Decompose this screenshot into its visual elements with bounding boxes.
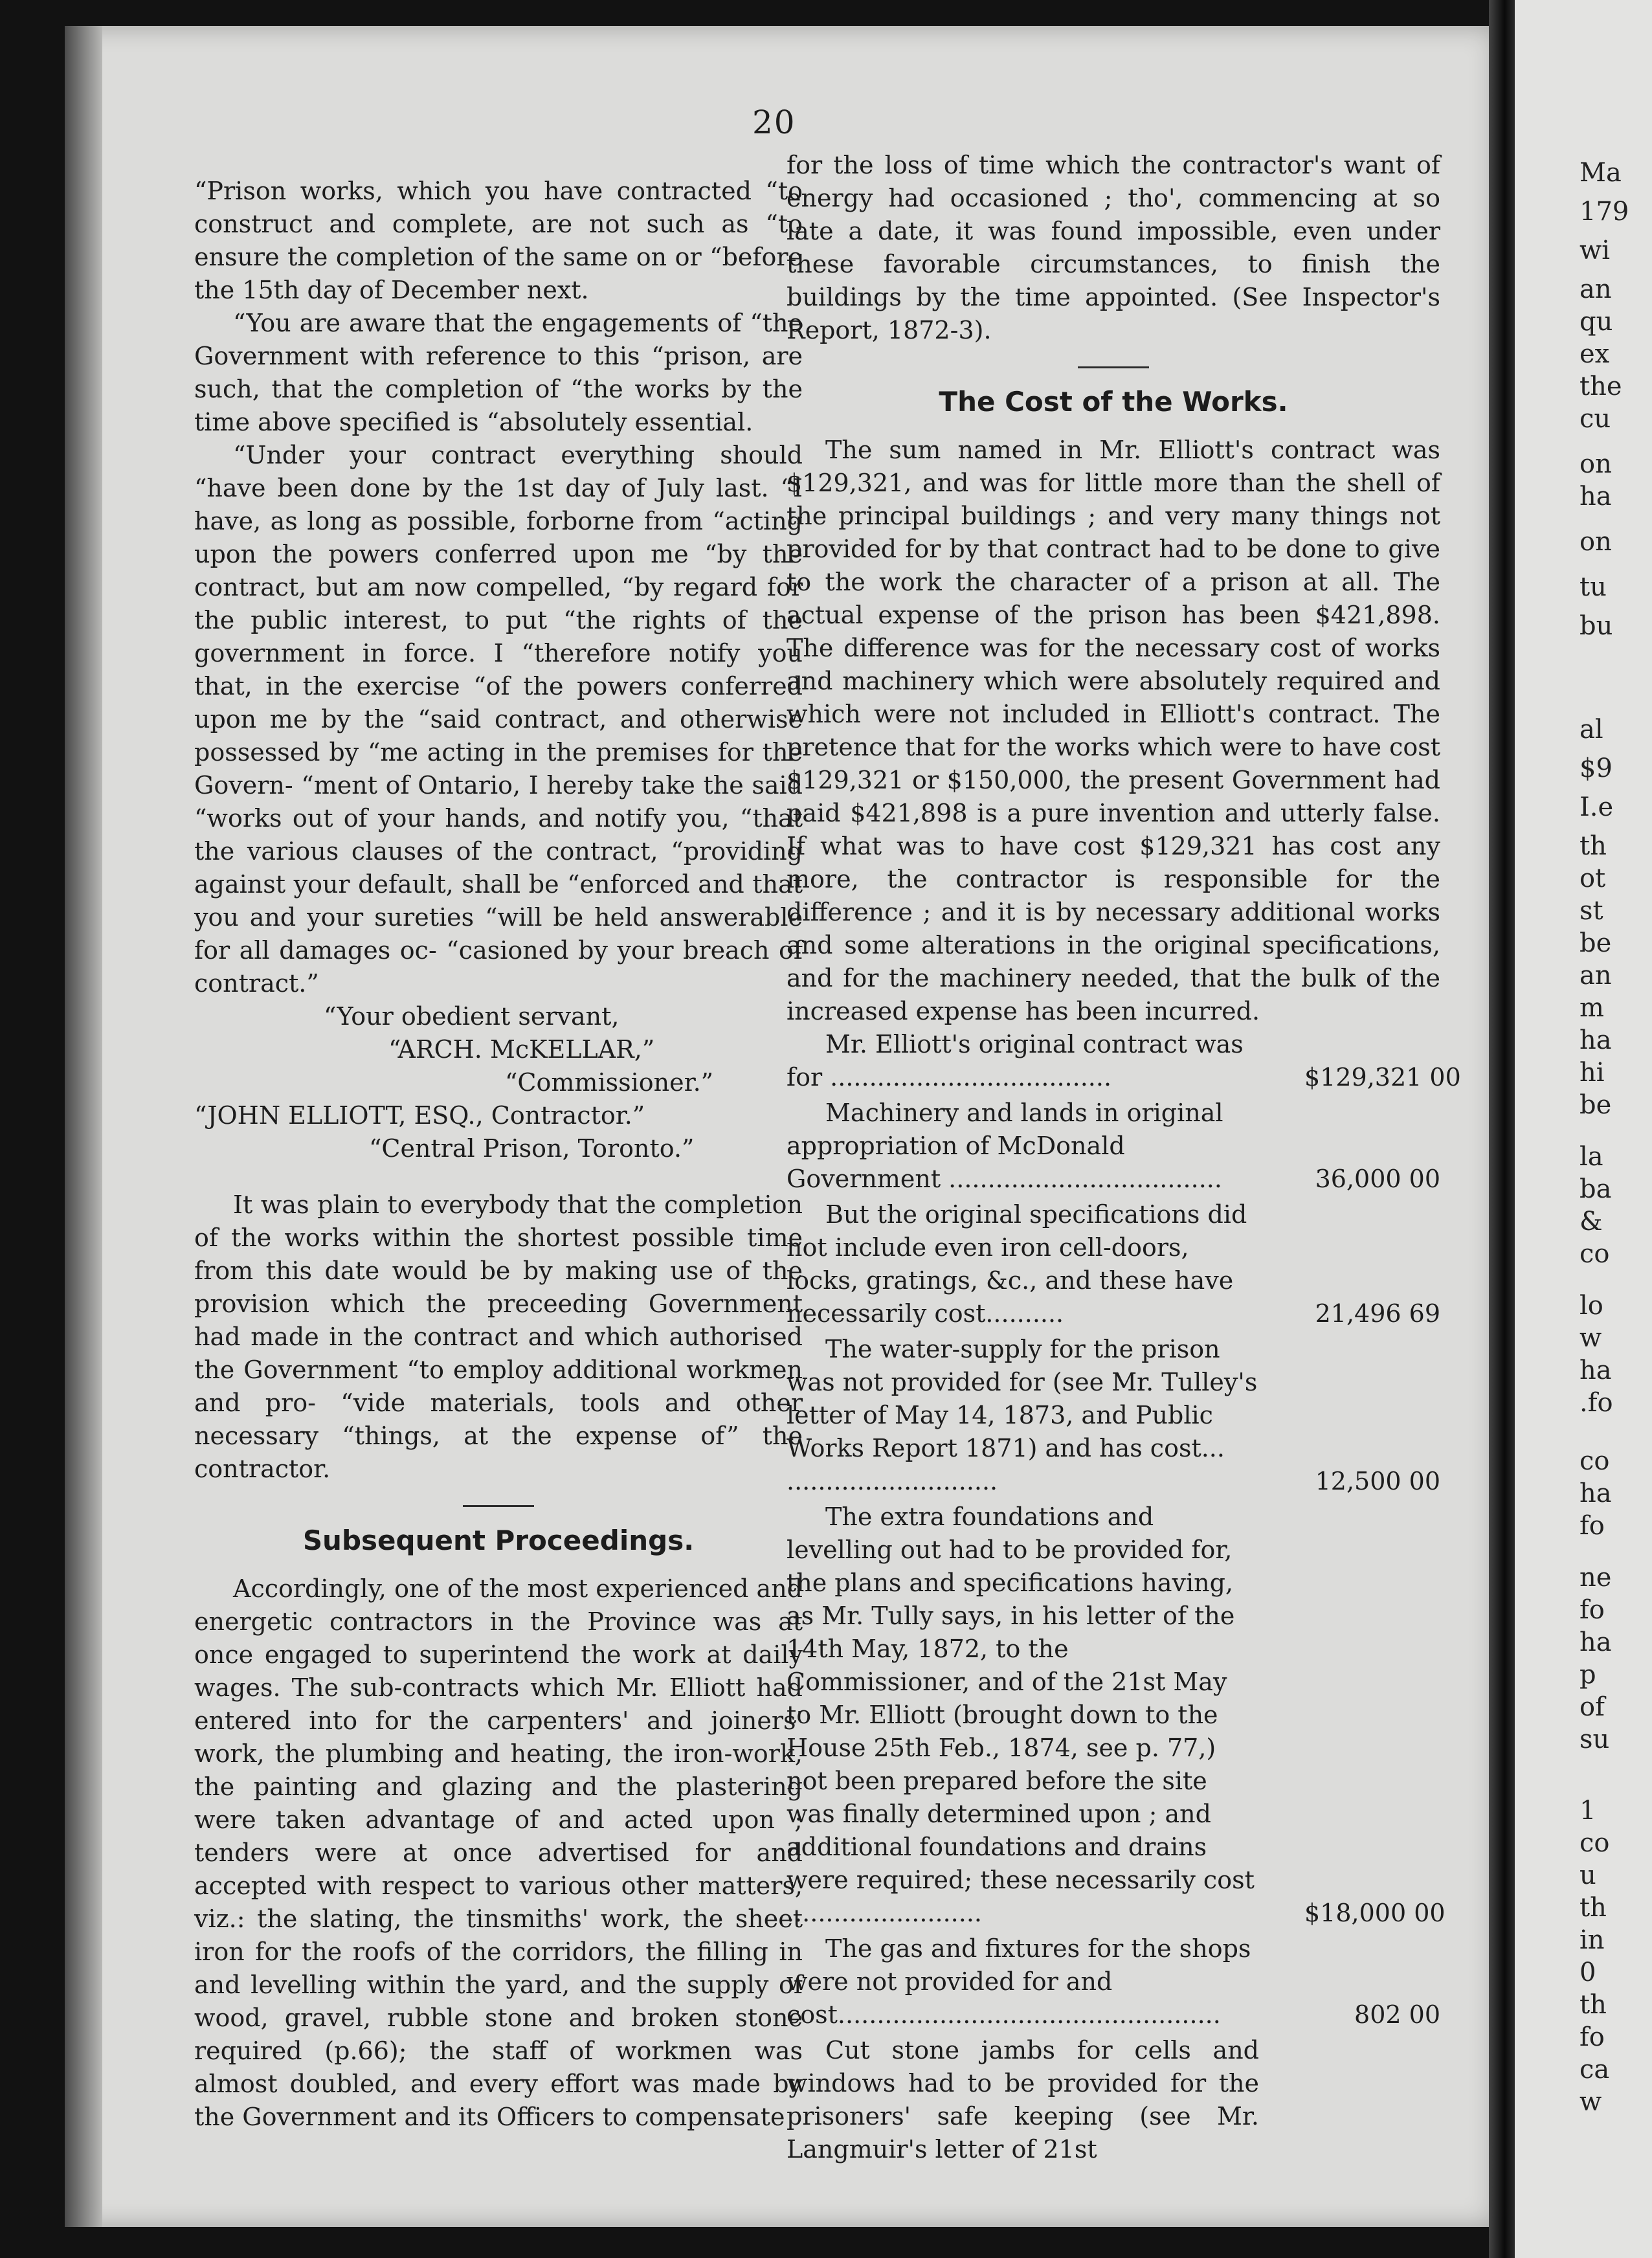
cost-item: [787, 1028, 1461, 1094]
body-paragraph: The sum named in Mr. Elliott's contract was $129,321, and was for little more than the shell of the principal buildings ; and very many things not provided for by that contract had to be done to give to the work the character of a prison at all. The actual expense of the prison has been $421,898. The difference was for the necessary cost of works and machinery which were absolutely required and which were not included in Elliott's contract. The pretence that for the works which were to have cost $129,321 or $150,000, the present Government had paid $421,898 is a pure invention and utterly false. If what was to have cost $129,321 has cost any more, the contractor is responsible for the difference ; and it is by necessary additional works and some alterations in the original specifications, and for the machinery needed, that the bulk of the increased expense has been incurred.: [787, 436, 1440, 1025]
left-column: [194, 175, 803, 2134]
letter-paragraph: “Under your contract everything should “have been done by the 1st day of July last. “I have, as long as possible, forborne from “acting upon the powers conferred upon me “by the contract, but am now compelled, “by regard for the public interest, to put “the rights of the government in force. I “therefore notify you that, in the exercise “of the powers conferred upon me by the “said contract, and otherwise possessed by “me acting in the premises for the Govern- “ment of Ontario, I hereby take the said “works out of your hands, and notify you, “that the various clauses of the contract, “providing against your default, shall be “enforced and that you and your sureties “will be held answerable for all damages oc- “casioned by your breach of contract.”: [194, 441, 803, 998]
letter-paragraph: “You are aware that the engagements of “the Government with reference to this “prison, are such, that the completion of “the works by the time above specified is “absolutely essential.: [194, 309, 803, 436]
next-page-fragment: p: [1579, 1660, 1596, 1690]
next-page-fragment: fo: [1579, 1511, 1605, 1541]
next-page-fragment: co: [1579, 1239, 1610, 1269]
next-page-fragment: ha: [1579, 1025, 1612, 1055]
book-gutter: [1489, 0, 1515, 2258]
next-page-fragment: co: [1579, 1828, 1610, 1858]
cost-item-amount: 802 00: [1354, 2000, 1440, 2029]
cost-item-label: The water-supply for the prison was not provided for (see Mr. Tulley's letter of May 14, 1873, and Public Works Report 1871) and has cost... ...........................: [787, 1335, 1258, 1495]
next-page-fragment: u: [1579, 1861, 1596, 1890]
next-page-fragment: co: [1579, 1446, 1610, 1476]
cost-item-label: The extra foundations and levelling out had to be provided for, the plans and specifications having, as Mr. Tully says, in his letter of the 14th May, 1872, to the Commissioner, and of the 21st May to Mr. Elliott (brought down to the House 25th Feb., 1874, see p. 77,) not been prepared before the site was finally determined upon ; and additional foundations and drains were required; these necessarily cost .........................: [787, 1503, 1255, 1927]
next-page-fragment: in: [1579, 1925, 1605, 1955]
next-page-fragment: I.e: [1579, 792, 1614, 822]
next-page-fragment: ot: [1579, 864, 1606, 893]
next-page-fragment: ca: [1579, 2055, 1610, 2085]
next-page-fragment: 1: [1579, 1796, 1596, 1826]
cost-item-amount: $129,321 00: [1304, 1063, 1461, 1091]
next-page-fragment: la: [1579, 1142, 1603, 1172]
body-paragraph: Cut stone jambs for cells and windows had to be provided for the prisoners' safe keeping (see Mr. Langmuir's letter of 21st: [787, 2036, 1259, 2163]
next-page-fragment: hi: [1579, 1058, 1605, 1088]
letter-address: “Central Prison, Toronto.”: [369, 1134, 695, 1163]
next-page-fragment: of: [1579, 1692, 1605, 1722]
cost-item-label: Mr. Elliott's original contract was for ....................................: [787, 1030, 1244, 1091]
next-page-fragment: w: [1579, 2087, 1602, 2117]
cost-item-amount: 12,500 00: [1315, 1467, 1440, 1495]
cost-item-amount: 21,496 69: [1315, 1299, 1440, 1328]
next-page-fragment: ba: [1579, 1174, 1612, 1204]
next-page-fragment: th: [1579, 831, 1607, 861]
next-page-fragment: ha: [1579, 1627, 1612, 1657]
next-page-fragment: ex: [1579, 339, 1610, 369]
section-heading: The Cost of the Works.: [939, 386, 1288, 418]
next-page-fragment: th: [1579, 1893, 1607, 1923]
section-divider: [463, 1505, 534, 1507]
next-page-fragment: &: [1579, 1207, 1603, 1236]
body-paragraph: It was plain to everybody that the completion of the works within the shortest possible time from this date would be by making use of the provision which the preceeding Government had made in the contract and which authorised the Government “to employ additional workmen and pro- “vide materials, tools and other necessary “things, at the expense of” the contractor.: [194, 1190, 803, 1483]
cost-item: [787, 1932, 1440, 2031]
next-page-fragment: ha: [1579, 1479, 1612, 1508]
next-page-fragment: fo: [1579, 1595, 1605, 1625]
page-binding-edge: [65, 26, 102, 2227]
next-page-fragment: qu: [1579, 307, 1613, 337]
cost-item-amount: $18,000 00: [1304, 1899, 1446, 1927]
cost-item-amount: 36,000 00: [1315, 1165, 1440, 1193]
section-heading: Subsequent Proceedings.: [302, 1525, 695, 1556]
cost-item-label: The gas and fixtures for the shops were not provided for and cost.................................................: [787, 1934, 1251, 2029]
cost-item: [787, 1198, 1440, 1330]
next-page-fragment: al: [1579, 715, 1603, 744]
next-page-fragment: ha: [1579, 1356, 1612, 1385]
next-page-fragment: be: [1579, 1090, 1612, 1120]
letter-paragraph: “Prison works, which you have contracted “to construct and complete, are not such as “to ensure the completion of the same on or “before the 15th day of December next.: [194, 177, 803, 304]
cost-item: [787, 1097, 1440, 1196]
signatory-title: “Commissioner.”: [505, 1068, 714, 1097]
cost-item: [787, 1333, 1440, 1498]
next-page-fragment: lo: [1579, 1291, 1603, 1321]
next-page-fragment: .fo: [1579, 1388, 1613, 1418]
cost-item: [787, 1501, 1446, 1930]
right-column: [787, 149, 1461, 2166]
letter-addressee: “JOHN ELLIOTT, ESQ., Contractor.”: [194, 1101, 645, 1130]
cost-table: [787, 1028, 1461, 2031]
next-page-fragment: be: [1579, 928, 1612, 958]
next-page-fragment: fo: [1579, 2022, 1605, 2052]
body-paragraph: for the loss of time which the contractor's want of energy had occasioned ; tho', commencing at so late a date, it was found impossible, even under these favorable circumstances, to finish the buildings by the time appointed. (See Inspector's Report, 1872-3).: [787, 151, 1440, 344]
body-paragraph: Accordingly, one of the most experienced and energetic contractors in the Province was at once engaged to superintend the work at daily wages. The sub-contracts which Mr. Elliott had entered into for the carpenters' and joiners' work, the plumbing and heating, the iron-work, the painting and glazing and the plastering were taken advantage of and acted upon ; tenders were at once advertised for and accepted with respect to various other matters, viz.: the slating, the tinsmiths' work, the sheet iron for the roofs of the corridors, the filling in and levelling within the yard, and the supply of wood, gravel, rubble stone and broken stone required (p.66); the staff of workmen was almost doubled, and every effort was made by the Government and its Officers to compensate: [194, 1574, 803, 2131]
next-page-fragment: st: [1579, 896, 1603, 926]
next-page-fragment: 179: [1579, 197, 1629, 227]
next-page-fragment: su: [1579, 1725, 1610, 1754]
next-page-fragment: bu: [1579, 611, 1613, 641]
next-page-fragment: th: [1579, 1990, 1607, 2020]
cost-item-label: But the original specifications did not include even iron cell-doors, locks, gratings, &c., and these have necessarily cost..........: [787, 1200, 1247, 1328]
next-page-fragment: m: [1579, 993, 1604, 1023]
next-page-margin: [1515, 0, 1652, 2258]
cost-item-label: Machinery and lands in original appropriation of McDonald Government ...................................: [787, 1099, 1223, 1193]
next-page-fragment: ha: [1579, 482, 1612, 511]
next-page-fragment: $9: [1579, 754, 1613, 783]
next-page-fragment: wi: [1579, 236, 1611, 265]
next-page-fragment: 0: [1579, 1958, 1596, 1987]
next-page-fragment: cu: [1579, 404, 1611, 434]
next-page-fragment: on: [1579, 527, 1612, 557]
section-divider: [1078, 366, 1149, 368]
next-page-fragment: an: [1579, 961, 1612, 990]
next-page-fragment: ne: [1579, 1563, 1612, 1593]
page-number: 20: [752, 104, 796, 141]
signatory-name: “ARCH. McKELLAR,”: [388, 1035, 655, 1064]
next-page-fragment: on: [1579, 449, 1612, 479]
letter-closing: “Your obedient servant,: [324, 1002, 620, 1031]
next-page-fragment: w: [1579, 1323, 1602, 1353]
next-page-fragment: the: [1579, 372, 1622, 401]
next-page-fragment: an: [1579, 274, 1612, 304]
next-page-fragment: Ma: [1579, 158, 1622, 188]
next-page-fragment: tu: [1579, 572, 1607, 602]
